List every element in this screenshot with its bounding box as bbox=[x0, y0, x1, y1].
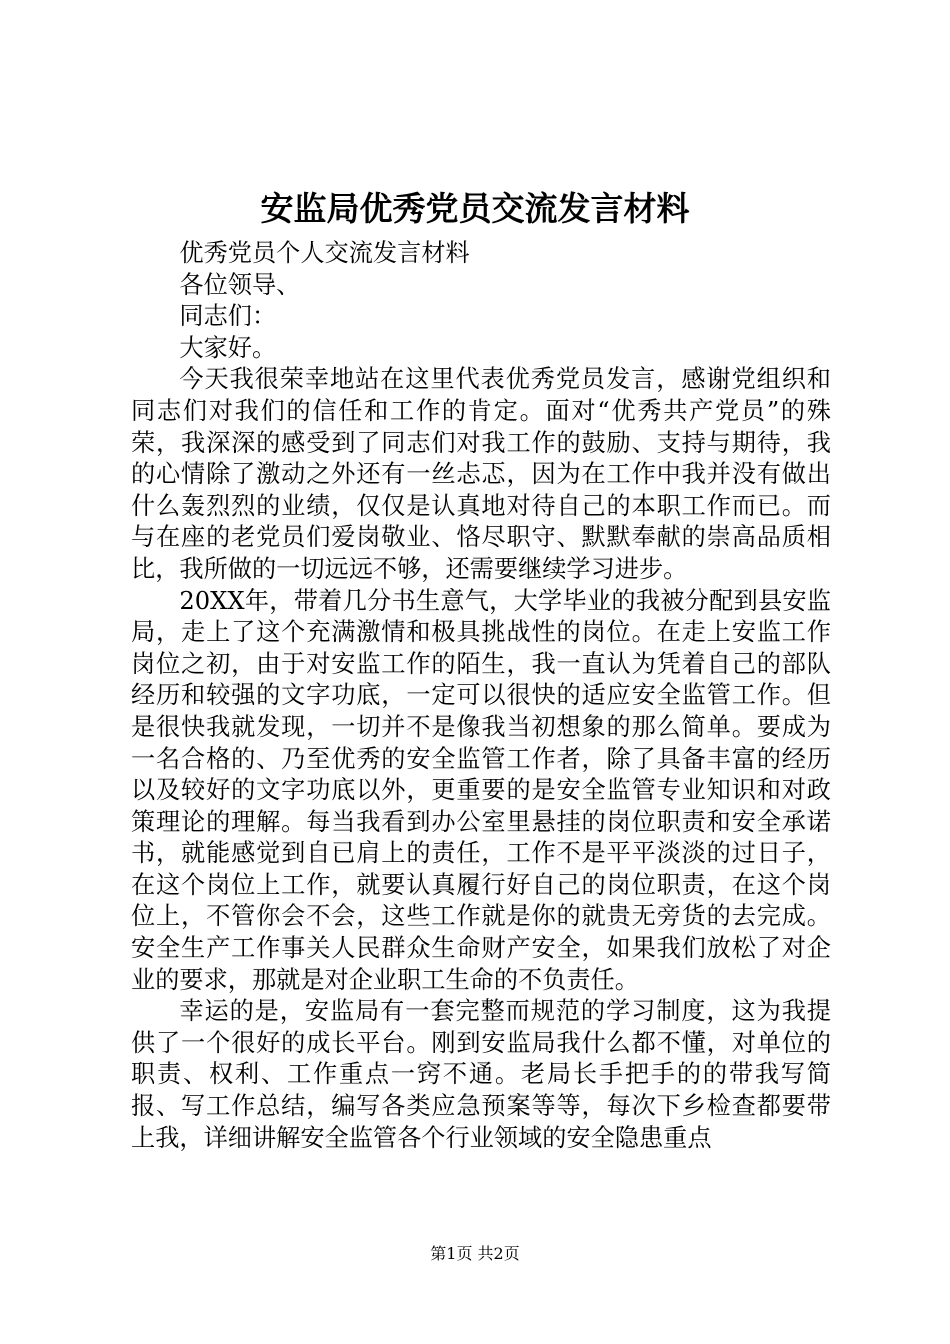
paragraph-greeting: 大家好。 bbox=[179, 333, 277, 362]
paragraph-learning-system: 幸运的是，安监局有一套完整而规范的学习制度，这为我提供了一个很好的成长平台。刚到安监局我什么都不懂，对单位的职责、权利、工作重点一窍不通。老局长手把手的的带我写简报、写工作总结，编写各类应急预案等等，每次下乡检查都要带上我，详细讲解安全监管各个行业领域的安全隐患重点 bbox=[131, 997, 831, 1152]
paragraph-subtitle: 优秀党员个人交流发言材料 bbox=[179, 239, 470, 267]
paragraph-career-start: 20XX年，带着几分书生意气，大学毕业的我被分配到县安监局，走上了这个充满激情和极具挑战性的岗位。在走上安监工作岗位之初，由于对安监工作的陌生，我一直认为凭着自己的部队经历和较强的文字功底，一定可以很快的适应安全监管工作。但是很快我就发现，一切并不是像我当初想象的那么简单。要成为一名合格的、乃至优秀的安全监管工作者，除了具备丰富的经历以及较好的文字功底以外，更重要的是安全监管专业知识和对政策理论的理解。每当我看到办公室里悬挂的岗位职责和安全承诺书，就能感觉到自已肩上的责任，工作不是平平淡淡的过日子，在这个岗位上工作，就要认真履行好自己的岗位职责，在这个岗位上，不管你会不会，这些工作就是你的就贵无旁货的去完成。安全生产工作事关人民群众生命财产安全，如果我们放松了对企业的要求，那就是对企业职工生命的不负责任。 bbox=[131, 586, 831, 994]
document-body bbox=[131, 238, 831, 1154]
document-title: 安监局优秀党员交流发言材料 bbox=[260, 189, 690, 228]
paragraph-salutation-leaders: 各位领导、 bbox=[179, 270, 301, 299]
page-number-footer: 第1页 共2页 bbox=[430, 1244, 520, 1263]
paragraph-salutation-comrades: 同志们： bbox=[179, 302, 277, 331]
paragraph-gratitude: 今天我很荣幸地站在这里代表优秀党员发言，感谢党组织和同志们对我们的信任和工作的肯定。面对“优秀共产党员”的殊荣，我深深的感受到了同志们对我工作的鼓励、支持与期待，我的心情除了激动之外还有一丝忐忑，因为在工作中我并没有做出什么轰烈烈的业绩，仅仅是认真地对待自己的本职工作而已。而与在座的老党员们爱岗敬业、恪尽职守、默默奉献的崇高品质相比，我所做的一切远远不够，还需要继续学习进步。 bbox=[131, 365, 831, 583]
